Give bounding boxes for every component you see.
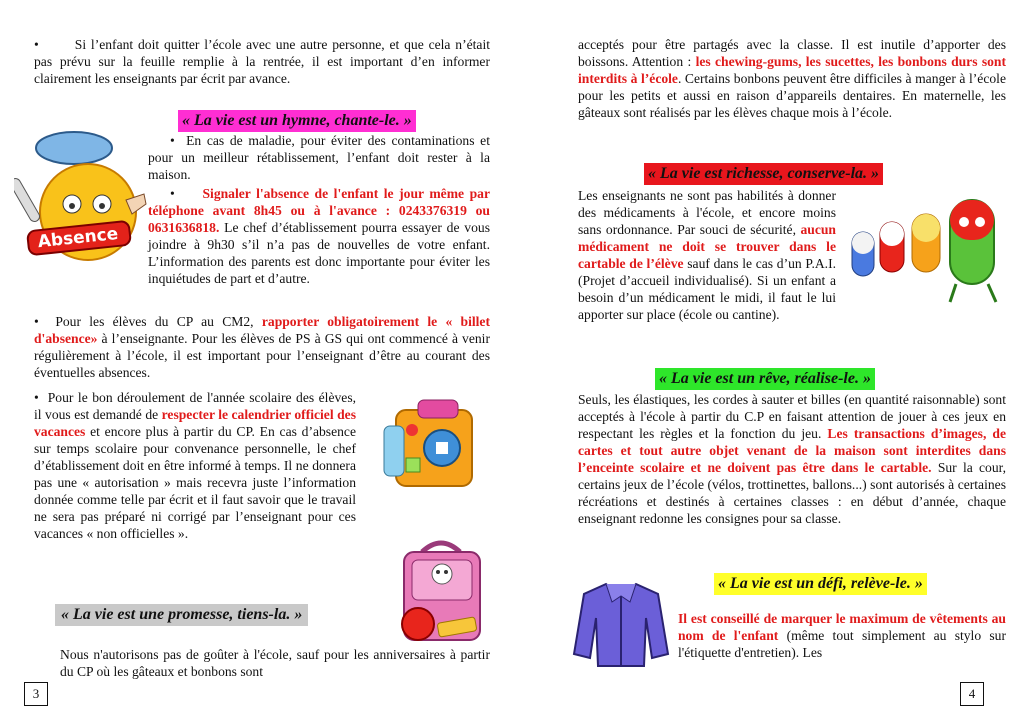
paragraph-clothes: Il est conseillé de marquer le maximum de vêtements au nom de l'enfant (même tout simplement au stylo sur l'étiquette d'entretien). Les — [678, 611, 1006, 660]
page-number: 3 — [24, 682, 48, 706]
heading-richesse: « La vie est richesse, conserve-la. » — [644, 163, 883, 185]
paragraph-vacation-calendar: • Pour le bon déroulement de l'année scolaire des élèves, il vous est demandé de respecter le calendrier officiel des vacances et encore plus à partir du CP. En cas d’absence sur temps scolaire pour convenance personnelle, le chef d’établissement doit en être informé à temps. Il ne donnera pas une « autorisation » mais recevra juste l’information donnée comme telle par écrit et il faut savoir que le travail ne sera pas préparé ni corrigé par l’enseignant pour ces vacances « non officielles ». — [34, 390, 357, 541]
paragraph-leaving-with-other: • Si l’enfant doit quitter l’école avec une autre personne, et que cela n’était pas prévu sur la feuille remplie à la rentrée, il est important d’en informer clairement les enseignants par écrit par avance. — [34, 37, 490, 86]
blue-jacket-icon — [572, 578, 670, 670]
sick-emoji-icon — [14, 130, 148, 262]
paragraph-report-absence: • Signaler l'absence de l'enfant le jour même par téléphone avant 8h45 ou à l'avance : 0243376319 ou 0631636818. Le chef d’établissement pourra essayer de vous joindre à 9h30 s’il n’a pas de nouvelles de votre enfant. L’information des parents est donc importante pour éviter les inquiétudes de part et d’autre. — [148, 186, 490, 286]
pills-characters-icon — [846, 192, 1012, 306]
paragraph-candy-rules: acceptés pour être partagés avec la classe. Il est inutile d’apporter des boissons. Attention : les chewing-gums, les sucettes, les bonbons durs sont interdits à l’école. Certains bonbons peuvent être difficiles à manger à l’école pour les petits et aussi en raison d’appareils dentaires. En maternelle, les gâteaux sont réalisés par les élèves chaque mois à l’école. — [578, 37, 1006, 120]
paragraph-snacks: Nous n'autorisons pas de goûter à l'école, sauf pour les anniversaires à partir du CP où les gâteaux et bonbons sont — [60, 647, 490, 679]
paragraph-illness: • En cas de maladie, pour éviter des contaminations et pour un meilleur rétablissement, l’enfant doit rester à la maison. — [148, 133, 490, 182]
school-bag-icon — [392, 538, 490, 650]
paragraph-medication: Les enseignants ne sont pas habilités à donner des médicaments à l'école, et encore moins sans ordonnance. Par souci de sécurité, aucun médicament ne doit se trouver dans le cartable de l’élève sauf dans le cas d’un P.A.I. (Projet d’accueil individualisé). Si un enfant a besoin d’un médicament le midi, il faut le lui apporter sur place (école ou cantine). — [578, 188, 836, 322]
heading-hymne: « La vie est un hymne, chante-le. » — [178, 110, 416, 132]
heading-defi: « La vie est un défi, relève-le. » — [714, 573, 927, 595]
page-number: 4 — [960, 682, 984, 706]
puzzle-cube-toy-icon — [382, 396, 484, 496]
heading-promesse: « La vie est une promesse, tiens-la. » — [55, 604, 308, 626]
absence-label: Absence — [36, 223, 120, 253]
page-right — [512, 0, 1024, 724]
paragraph-games: Seuls, les élastiques, les cordes à sauter et billes (en quantité raisonnable) sont acceptés à l'école à partir du C.P en faisant attention de jouer à ces jeux en respectant les règles et la fonction du jeu. Les transactions d’images, de cartes et tout autre objet venant de la maison sont interdites dans l’enceinte scolaire et ne doivent pas être dans le cartable. Sur la cour, certains jeux de l’école (vélos, trottinettes, ballons...) sont autorisés à certaines récréations et destinés à certaines classes : en début d’année, chaque enseignant redonne les consignes pour sa classe. — [578, 392, 1007, 526]
paragraph-absence-slip: • Pour les élèves du CP au CM2, rapporter obligatoirement le « billet d'absence» à l’enseignante. Pour les élèves de PS à GS qui ont commencé à venir régulièrement à l’école, il est important pour l’enseignant d’être au courant des éventuelles absences. — [34, 314, 490, 380]
heading-reve: « La vie est un rêve, réalise-le. » — [655, 368, 875, 390]
